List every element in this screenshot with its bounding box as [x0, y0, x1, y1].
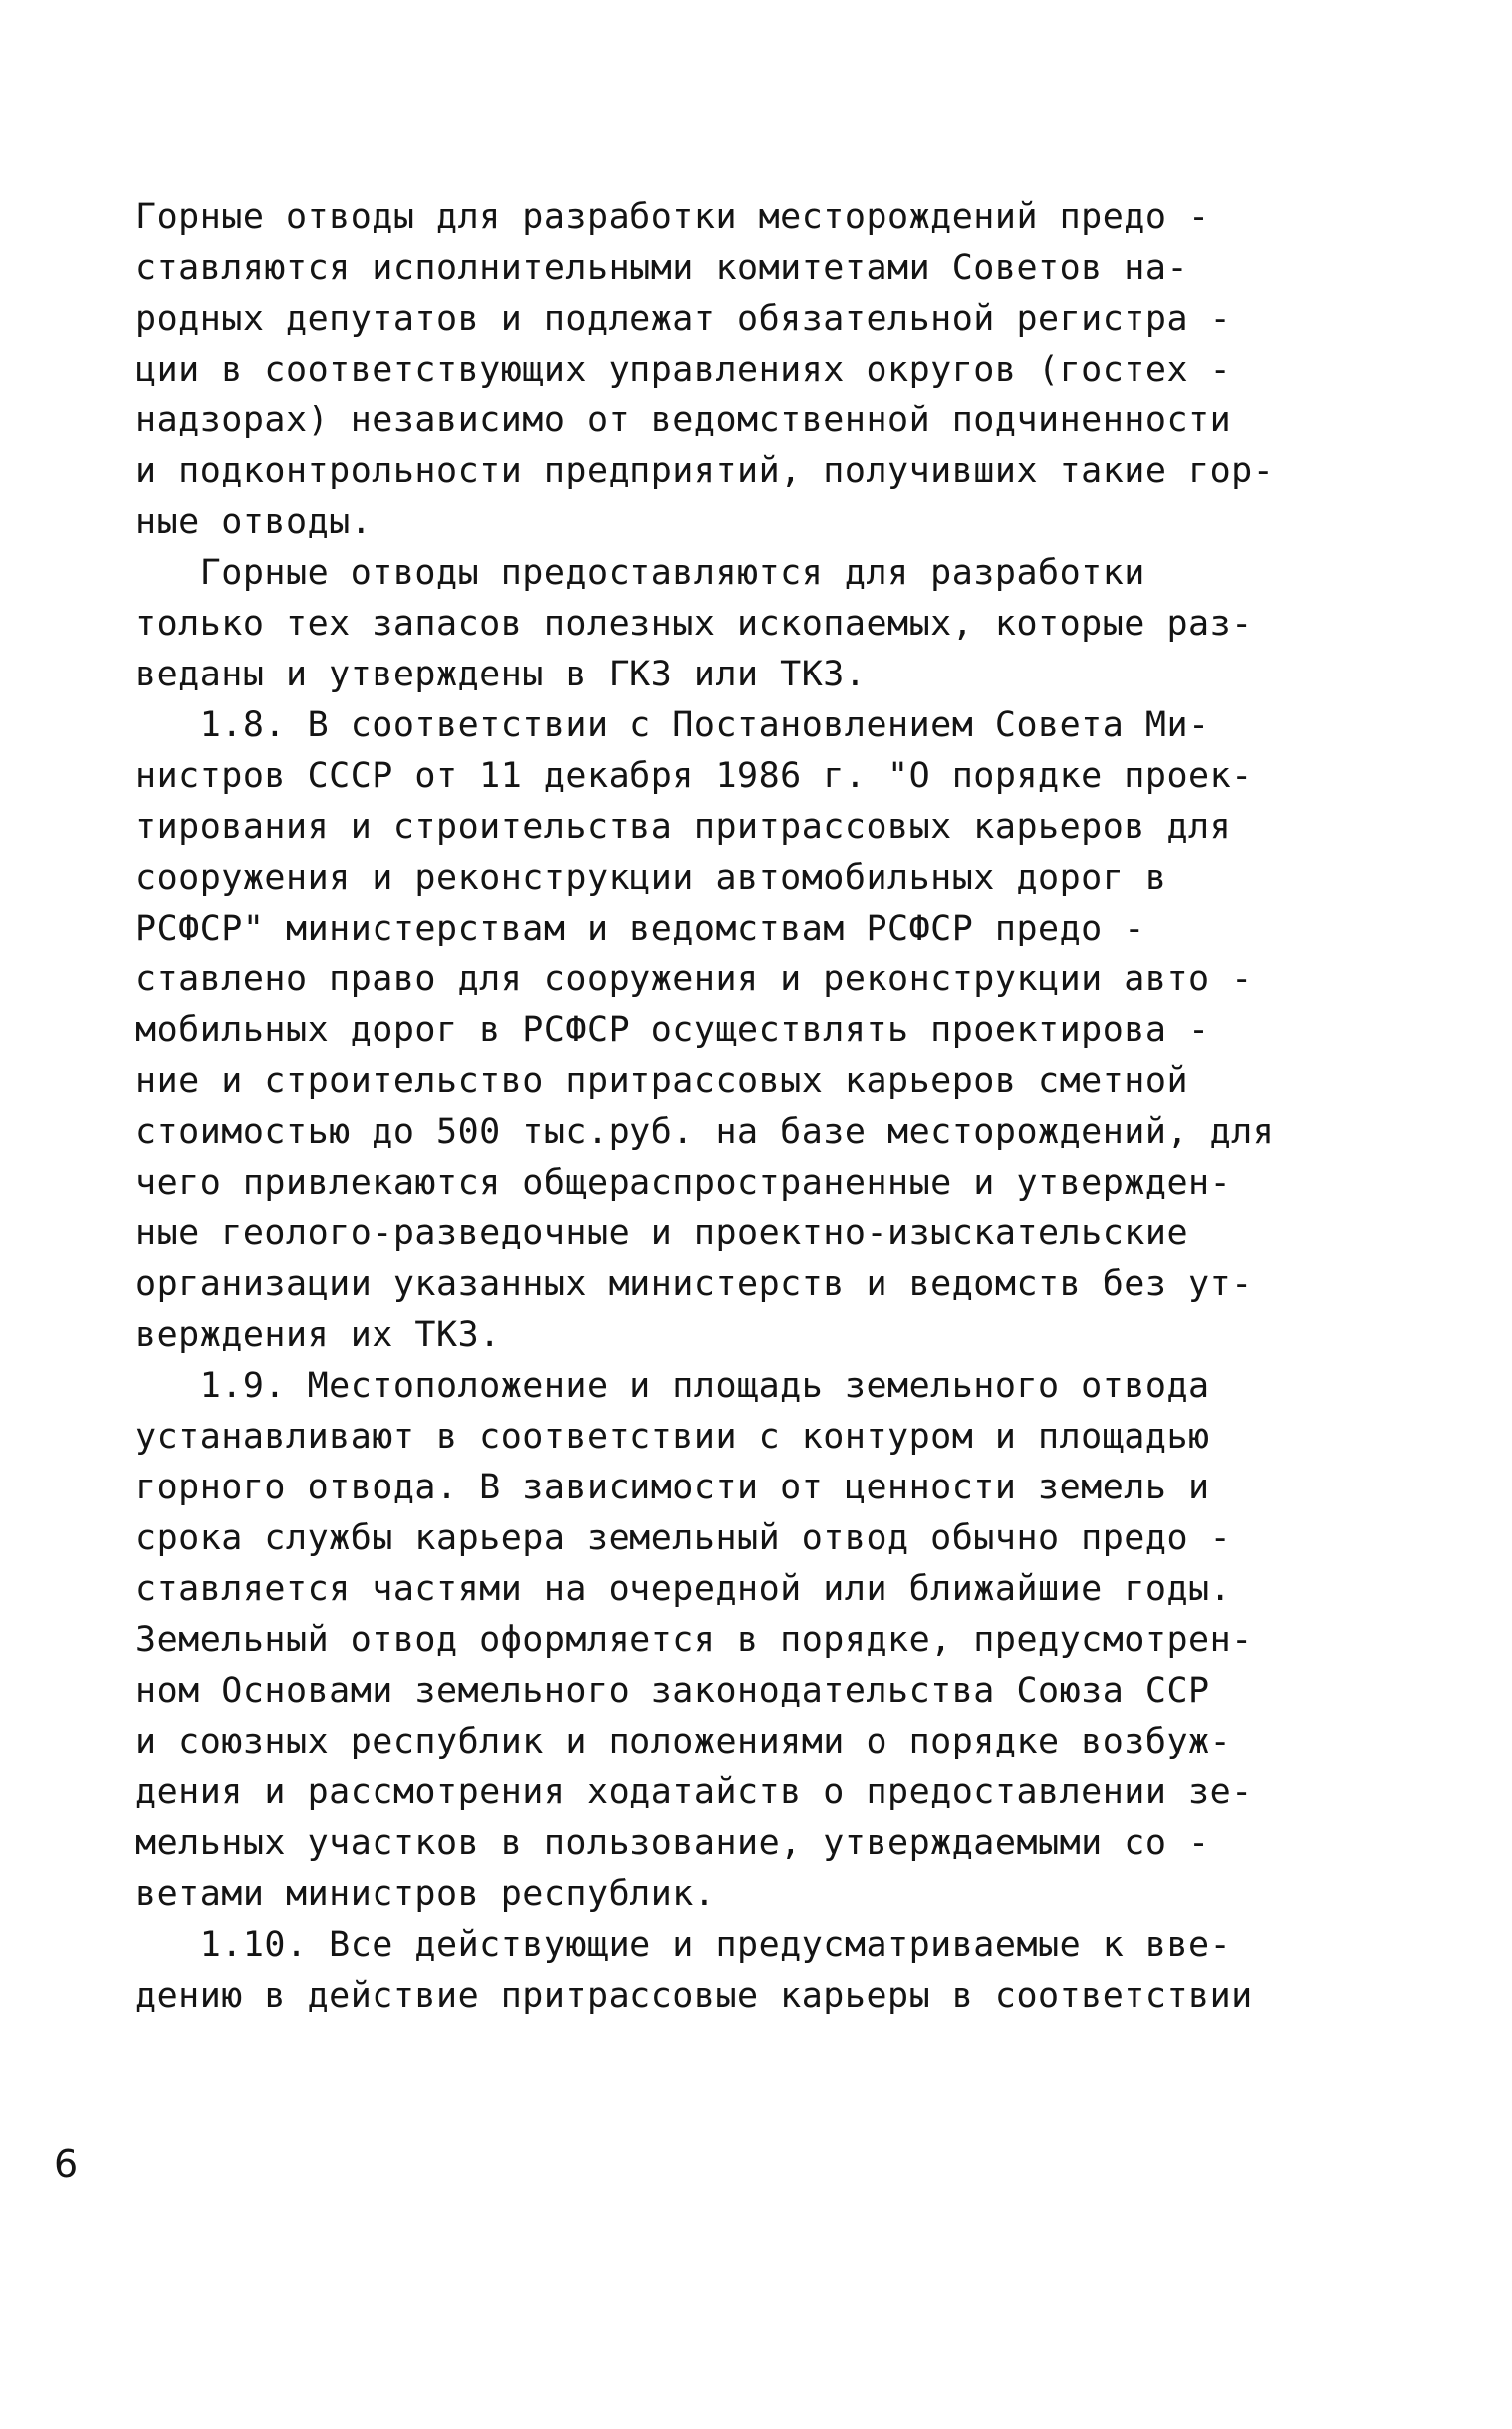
body-text	[135, 192, 1430, 2022]
text-line: срока службы карьера земельный отвод обычно предо -	[135, 1518, 1232, 1558]
text-line: чего привлекаются общераспространенные и утвержден-	[135, 1163, 1232, 1203]
text-line: и подконтрольности предприятий, получивших такие гор-	[135, 451, 1275, 491]
text-line: родных депутатов и подлежат обязательной регистра -	[135, 299, 1232, 339]
text-line: 1.10. Все действующие и предусматриваемые к вве-	[135, 1925, 1232, 1965]
text-line: Горные отводы для разработки месторождений предо -	[135, 197, 1210, 237]
text-line: ные отводы.	[135, 502, 373, 542]
text-line: 1.9. Местоположение и площадь земельного отвода	[135, 1366, 1210, 1406]
text-line: РСФСР" министерствам и ведомствам РСФСР предо -	[135, 909, 1145, 948]
text-line: надзорах) независимо от ведомственной подчиненности	[135, 401, 1232, 440]
text-line: и союзных республик и положениями о порядке возбуж-	[135, 1722, 1232, 1761]
text-line: дению в действие притрассовые карьеры в соответствии	[135, 1976, 1253, 2016]
text-line: мобильных дорог в РСФСР осуществлять проектирова -	[135, 1010, 1210, 1050]
text-line: сооружения и реконструкции автомобильных дорог в	[135, 858, 1167, 898]
text-line: верждения их ТКЗ.	[135, 1315, 501, 1355]
text-line: ставляется частями на очередной или ближайшие годы.	[135, 1569, 1232, 1609]
text-line: ветами министров республик.	[135, 1874, 716, 1914]
text-line: только тех запасов полезных ископаемых, которые раз-	[135, 604, 1253, 644]
text-line: ставляются исполнительными комитетами Советов на-	[135, 248, 1189, 288]
text-line: 1.8. В соответствии с Постановлением Совета Ми-	[135, 705, 1210, 745]
text-line: ные геолого-разведочные и проектно-изыскательские	[135, 1214, 1189, 1253]
text-line: мельных участков в пользование, утверждаемыми со -	[135, 1823, 1210, 1863]
text-line: ставлено право для сооружения и реконструкции авто -	[135, 959, 1253, 999]
text-line: стоимостью до 500 тыс.руб. на базе месторождений, для	[135, 1112, 1275, 1152]
text-line: ции в соответствующих управлениях округов (гостех -	[135, 350, 1232, 390]
text-line: тирования и строительства притрассовых карьеров для	[135, 807, 1232, 847]
text-line: ние и строительство притрассовых карьеров сметной	[135, 1061, 1189, 1101]
text-line: ном Основами земельного законодательства Союза ССР	[135, 1671, 1210, 1711]
text-line: Земельный отвод оформляется в порядке, предусмотрен-	[135, 1620, 1253, 1660]
text-line: устанавливают в соответствии с контуром и площадью	[135, 1417, 1210, 1457]
text-line: горного отвода. В зависимости от ценности земель и	[135, 1468, 1210, 1507]
text-line: дения и рассмотрения ходатайств о предоставлении зе-	[135, 1772, 1253, 1812]
page-number: 6	[54, 2142, 79, 2186]
text-line: нистров СССР от 11 декабря 1986 г. "О порядке проек-	[135, 756, 1253, 796]
text-line: веданы и утверждены в ГКЗ или ТКЗ.	[135, 655, 867, 694]
text-line: Горные отводы предоставляются для разработки	[135, 553, 1145, 593]
text-line: организации указанных министерств и ведомств без ут-	[135, 1264, 1253, 1304]
